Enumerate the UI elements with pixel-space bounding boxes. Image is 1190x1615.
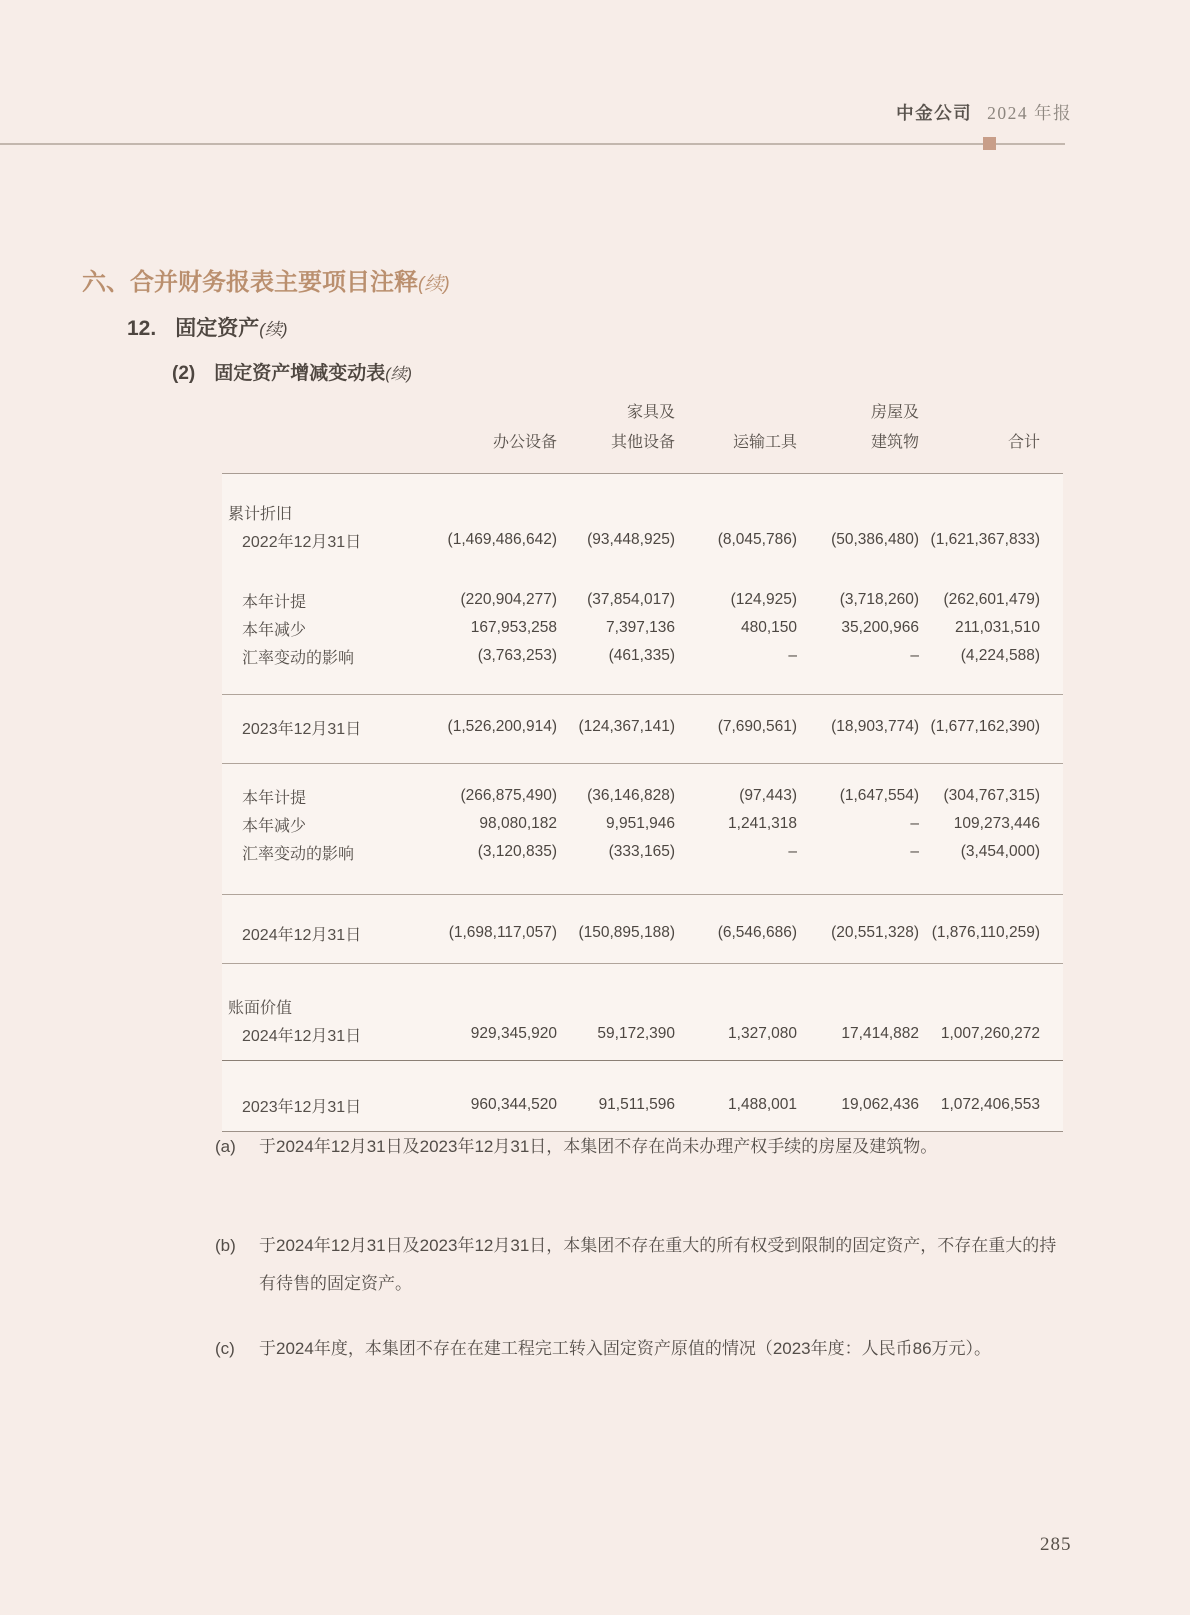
table-cell: 1,072,406,553 <box>940 1096 1040 1113</box>
row-label: 2023年12月31日 <box>242 1098 362 1116</box>
table-cell: (18,903,774) <box>831 718 919 735</box>
fixed-assets-table <box>222 398 1063 1132</box>
header-rule-marker <box>983 137 996 150</box>
table-cell: – <box>788 647 797 664</box>
table-row <box>222 919 1063 947</box>
column-header-office-equipment <box>437 398 557 458</box>
table-cell: (1,677,162,390) <box>930 718 1040 735</box>
table-cell: (37,854,017) <box>587 591 675 608</box>
table-cell: (1,698,117,057) <box>448 924 557 941</box>
column-header-line2: 其他设备 <box>610 434 675 451</box>
subsection-continued: (续) <box>259 320 288 339</box>
row-label: 汇率变动的影响 <box>242 649 355 667</box>
table-cell: 211,031,510 <box>954 619 1040 636</box>
table-cell: 59,172,390 <box>597 1025 675 1042</box>
table-cell: 1,488,001 <box>728 1096 797 1113</box>
subsection-number: 12. <box>127 317 157 340</box>
row-gap <box>222 764 1063 782</box>
table-cell: (262,601,479) <box>943 591 1040 608</box>
row-gap <box>222 1061 1063 1091</box>
table-row <box>222 1091 1063 1119</box>
note-a <box>215 1128 1067 1165</box>
table-cell: (1,647,554) <box>839 787 919 804</box>
note-marker: (a) <box>215 1137 236 1156</box>
page-number: 285 <box>1040 1534 1072 1555</box>
section-heading-text: 六、合并财务报表主要项目注释 <box>82 269 418 296</box>
column-header-line1 <box>437 398 557 428</box>
table-row <box>222 642 1063 670</box>
table-cell: 9,951,946 <box>606 815 675 832</box>
row-gap <box>222 895 1063 919</box>
table-cell: (124,925) <box>730 591 797 608</box>
table-cell: – <box>910 647 919 664</box>
row-gap <box>222 695 1063 713</box>
column-header-line1: 家具及 <box>626 404 675 421</box>
table-cell: 480,150 <box>740 619 797 636</box>
row-gap <box>222 1048 1063 1060</box>
table-cell: 929,345,920 <box>470 1025 557 1042</box>
table-row <box>222 782 1063 810</box>
item-title: 固定资产增减变动表 <box>214 363 386 384</box>
table-cell: (150,895,188) <box>578 924 675 941</box>
item-number: (2) <box>172 363 196 384</box>
notes-section <box>215 1128 1067 1368</box>
table-cell: (20,551,328) <box>831 924 919 941</box>
table-row <box>222 1020 1063 1048</box>
header-edition: 2024 年报 <box>987 103 1072 123</box>
table-cell: – <box>910 815 919 832</box>
table-cell: 19,062,436 <box>841 1096 919 1113</box>
table-cell: (8,045,786) <box>717 531 797 548</box>
table-cell: (461,335) <box>608 647 675 664</box>
subsection-title: 固定资产 <box>175 317 260 340</box>
table-cell: (7,690,561) <box>717 718 797 735</box>
table-cell: 91,511,596 <box>598 1096 675 1113</box>
column-header-line2: 建筑物 <box>870 434 919 451</box>
table-cell: 7,397,136 <box>606 619 675 636</box>
note-text: 于2024年12月31日及2023年12月31日，本集团不存在尚未办理产权手续的房屋及建筑物。 <box>259 1137 938 1156</box>
table-cell: 167,953,258 <box>470 619 557 636</box>
item-continued: (续) <box>385 366 412 383</box>
note-text: 于2024年度，本集团不存在在建工程完工转入固定资产原值的情况（2023年度：人民币86万元）。 <box>259 1339 992 1359</box>
table-cell: (3,120,835) <box>477 843 557 860</box>
table-cell: (50,386,480) <box>831 531 919 548</box>
row-label: 累计折旧 <box>228 505 293 523</box>
column-header-total <box>919 398 1040 458</box>
row-label: 2022年12月31日 <box>242 533 362 551</box>
table-cell: (93,448,925) <box>587 531 675 548</box>
column-header-line1 <box>919 398 1040 428</box>
table-row <box>222 992 1063 1020</box>
section-heading-continued: (续) <box>418 274 450 295</box>
table-cell: 109,273,446 <box>953 815 1040 832</box>
table-cell: (304,767,315) <box>943 787 1040 804</box>
table-row <box>222 614 1063 642</box>
table-row <box>222 526 1063 554</box>
row-gap <box>222 947 1063 963</box>
table-header <box>222 398 1063 458</box>
table-cell: 1,327,080 <box>728 1025 797 1042</box>
table-cell: (333,165) <box>608 843 675 860</box>
table-cell: (1,469,486,642) <box>447 531 557 548</box>
table-row <box>222 810 1063 838</box>
table-cell: (220,904,277) <box>460 591 557 608</box>
column-header-line2: 办公设备 <box>492 434 557 451</box>
table-cell: 960,344,520 <box>470 1096 557 1113</box>
row-label: 2024年12月31日 <box>242 926 362 944</box>
row-gap <box>222 670 1063 694</box>
column-header-line1: 房屋及 <box>870 404 919 421</box>
table-cell: (97,443) <box>739 787 797 804</box>
table-body <box>222 473 1063 1132</box>
table-cell: – <box>910 843 919 860</box>
table-cell: (266,875,490) <box>460 787 557 804</box>
table-cell: (36,146,828) <box>587 787 675 804</box>
page-header <box>896 100 1072 125</box>
table-cell: (124,367,141) <box>578 718 675 735</box>
table-row <box>222 498 1063 526</box>
table-cell: – <box>788 843 797 860</box>
table-cell: (3,454,000) <box>960 843 1040 860</box>
row-gap <box>222 964 1063 992</box>
row-label: 2023年12月31日 <box>242 720 362 738</box>
column-header-line2: 合计 <box>1007 434 1040 451</box>
column-header-buildings <box>797 398 919 458</box>
column-header-line1 <box>675 398 797 428</box>
table-cell: (1,621,367,833) <box>930 531 1040 548</box>
note-marker: (c) <box>215 1339 235 1359</box>
row-label: 本年减少 <box>242 817 307 835</box>
table-cell: (4,224,588) <box>960 647 1040 664</box>
table-cell: 1,241,318 <box>728 815 797 832</box>
column-header-transport <box>675 398 797 458</box>
table-cell: (1,876,110,259) <box>931 924 1040 941</box>
table-cell: (6,546,686) <box>717 924 797 941</box>
table-cell: 17,414,882 <box>841 1025 919 1042</box>
table-cell: (3,763,253) <box>477 647 557 664</box>
row-gap <box>222 866 1063 894</box>
section-heading <box>82 262 450 297</box>
subsection-heading <box>127 312 288 342</box>
table-cell: 35,200,966 <box>841 619 919 636</box>
header-rule <box>0 143 1065 145</box>
row-label: 本年计提 <box>242 789 307 807</box>
table-row <box>222 838 1063 866</box>
header-company: 中金公司 <box>896 103 973 123</box>
row-label: 账面价值 <box>228 999 293 1017</box>
table-cell: (1,526,200,914) <box>447 718 557 735</box>
column-header-furniture-other <box>557 398 675 458</box>
table-cell: 1,007,260,272 <box>940 1025 1040 1042</box>
row-gap <box>222 741 1063 763</box>
row-label: 2024年12月31日 <box>242 1027 362 1045</box>
table-row <box>222 713 1063 741</box>
note-text: 于2024年12月31日及2023年12月31日，本集团不存在重大的所有权受到限制的固定资产，不存在重大的持有待售的固定资产。 <box>259 1236 1057 1293</box>
table-cell: (3,718,260) <box>839 591 919 608</box>
row-label: 本年计提 <box>242 593 307 611</box>
row-label: 汇率变动的影响 <box>242 845 355 863</box>
column-header-line2: 运输工具 <box>732 434 797 451</box>
column-header-spacer <box>222 398 437 458</box>
item-heading <box>172 358 412 385</box>
table-row <box>222 586 1063 614</box>
row-label: 本年减少 <box>242 621 307 639</box>
row-gap <box>222 554 1063 586</box>
table-cell: 98,080,182 <box>479 815 557 832</box>
note-marker: (b) <box>215 1236 236 1256</box>
note-b <box>215 1227 1067 1302</box>
note-c <box>215 1330 1067 1367</box>
